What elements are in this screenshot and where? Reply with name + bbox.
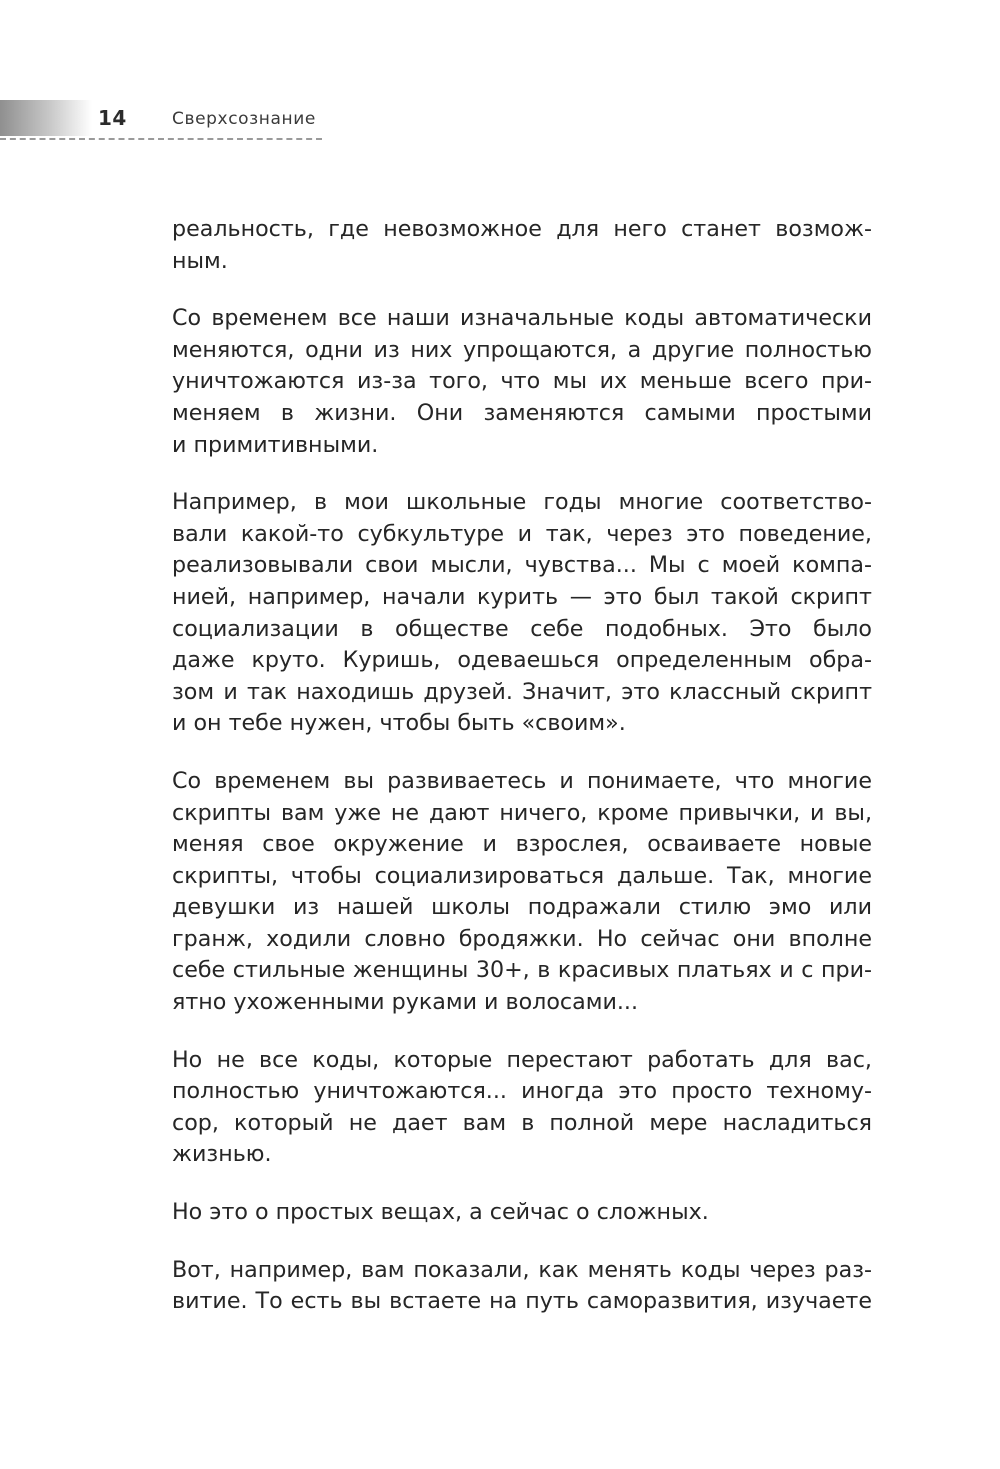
text-line: социализации в обществе себе подобных. Это было xyxy=(172,615,872,642)
text-line: меняются, одни из них упрощаются, а другие полностью xyxy=(172,336,872,363)
text-line: Например, в мои школьные годы многие соответство- xyxy=(172,489,872,516)
text-line: нией, например, начали курить — это был такой скрипт xyxy=(172,583,872,610)
page-body xyxy=(172,214,872,1344)
text-line: Со временем все наши изначальные коды автоматически xyxy=(172,305,872,332)
text-line: полностью уничтожаются... иногда это просто техному- xyxy=(172,1078,872,1105)
text-line: Но не все коды, которые перестают работать для вас, xyxy=(172,1046,872,1073)
text-line: Но это о простых вещах, а сейчас о сложных. xyxy=(172,1199,709,1226)
book-title: Сверхсознание xyxy=(172,109,316,129)
text-line: меняя свое окружение и взрослея, осваиваете новые xyxy=(172,831,872,858)
text-line: меняем в жизни. Они заменяются самыми простыми xyxy=(172,399,872,426)
paragraph xyxy=(172,487,872,740)
text-line: жизнью. xyxy=(172,1141,272,1168)
running-head xyxy=(0,100,322,142)
paragraph xyxy=(172,214,872,277)
header-gradient-bar xyxy=(0,100,92,136)
text-line: скрипты вам уже не дают ничего, кроме привычки, и вы, xyxy=(172,799,872,826)
text-line: реализовывали свои мысли, чувства... Мы с моей компа- xyxy=(172,552,872,579)
text-line: зом и так находишь друзей. Значит, это классный скрипт xyxy=(172,678,872,705)
text-line: вали какой-то субкультуре и так, через это поведение, xyxy=(172,520,872,547)
page-number: 14 xyxy=(98,106,127,130)
paragraph xyxy=(172,303,872,461)
text-line: уничтожаются из-за того, что мы их меньше всего при- xyxy=(172,368,872,395)
text-line: гранж, ходили словно бродяжки. Но сейчас они вполне xyxy=(172,925,872,952)
text-line: девушки из нашей школы подражали стилю эмо или xyxy=(172,894,872,921)
text-line: ным. xyxy=(172,247,228,274)
text-line: себе стильные женщины 30+, в красивых платьях и с при- xyxy=(172,957,872,984)
text-line: даже круто. Куришь, одеваешься определенным обра- xyxy=(172,647,872,674)
text-line: витие. То есть вы встаете на путь саморазвития, изучаете xyxy=(172,1288,872,1315)
text-line: Вот, например, вам показали, как менять коды через раз- xyxy=(172,1256,872,1283)
paragraph xyxy=(172,1045,872,1171)
text-line: ятно ухоженными руками и волосами... xyxy=(172,989,639,1016)
text-line: и он тебе нужен, чтобы быть «своим». xyxy=(172,710,626,737)
text-line: реальность, где невозможное для него станет возмож- xyxy=(172,216,872,242)
text-line: сор, который не дает вам в полной мере насладиться xyxy=(172,1109,872,1136)
text-line: Со временем вы развиваетесь и понимаете, что многие xyxy=(172,767,872,794)
paragraph xyxy=(172,1197,872,1229)
paragraph xyxy=(172,766,872,1019)
paragraph xyxy=(172,1255,872,1318)
text-line: скрипты, чтобы социализироваться дальше. Так, многие xyxy=(172,862,872,889)
text-line: и примитивными. xyxy=(172,431,379,458)
header-dashed-rule xyxy=(0,138,322,140)
